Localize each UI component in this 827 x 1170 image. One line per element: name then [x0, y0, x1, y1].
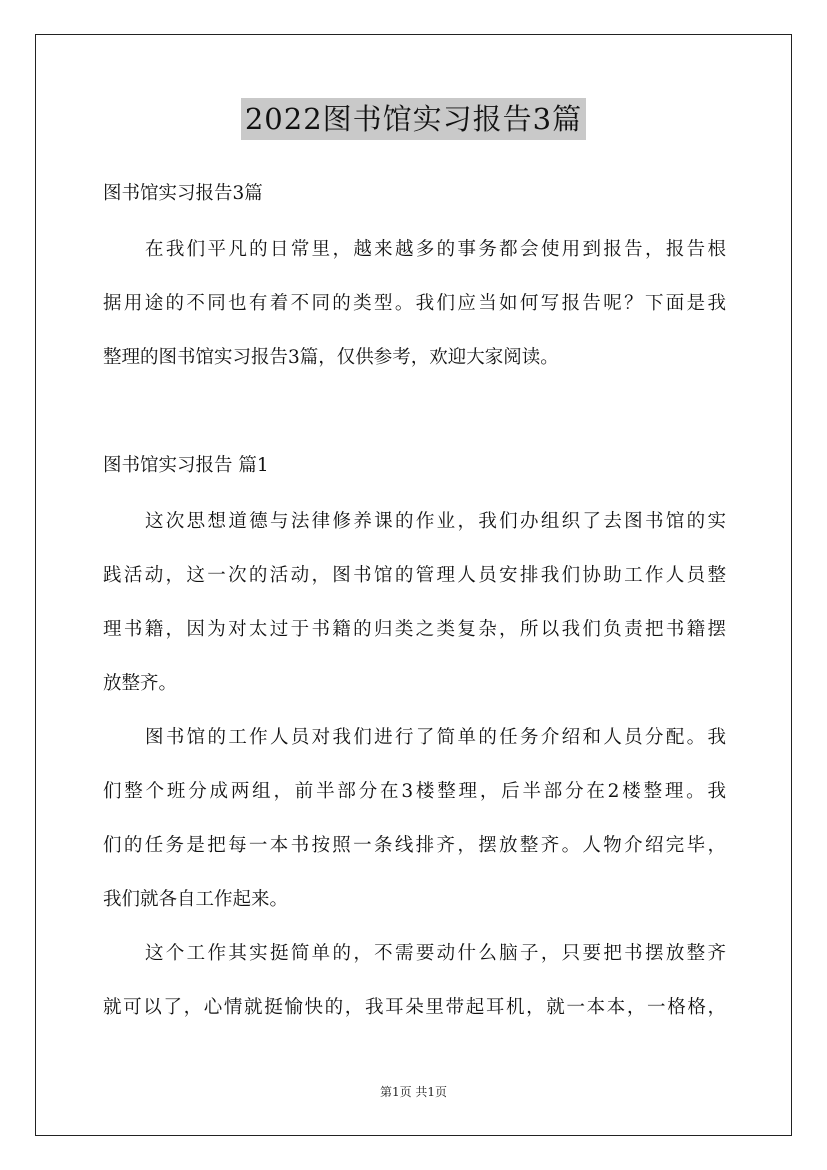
section-line-10: 就可以了，心情就挺愉快的，我耳朵里带起耳机，就一本本，一格格， — [103, 997, 726, 1018]
document-title-text: 2022图书馆实习报告3篇 — [241, 98, 586, 140]
section-line-9: 这个工作其实挺简单的，不需要动什么脑子，只要把书摆放整齐 — [145, 943, 726, 964]
section-line-2: 践活动，这一次的活动，图书馆的管理人员安排我们协助工作人员整 — [103, 565, 726, 586]
intro-line-2: 据用途的不同也有着不同的类型。我们应当如何写报告呢？下面是我 — [103, 293, 726, 314]
section-line-4: 放整齐。 — [103, 673, 178, 694]
section-line-5: 图书馆的工作人员对我们进行了简单的任务介绍和人员分配。我 — [145, 727, 726, 748]
intro-line-1: 在我们平凡的日常里，越来越多的事务都会使用到报告，报告根 — [145, 239, 726, 260]
intro-line-3: 整理的图书馆实习报告3篇，仅供参考，欢迎大家阅读。 — [103, 347, 559, 368]
section-line-6: 们整个班分成两组，前半部分在3楼整理，后半部分在2楼整理。我 — [103, 781, 726, 802]
section-line-3: 理书籍，因为对太过于书籍的归类之类复杂，所以我们负责把书籍摆 — [103, 619, 726, 640]
document-subtitle: 图书馆实习报告3篇 — [103, 183, 263, 204]
section-line-8: 我们就各自工作起来。 — [103, 889, 289, 910]
section-line-7: 们的任务是把每一本书按照一条线排齐，摆放整齐。人物介绍完毕， — [103, 835, 726, 856]
page-footer: 第1页 共1页 — [379, 1085, 448, 1099]
section-heading: 图书馆实习报告 篇1 — [103, 455, 269, 476]
section-line-1: 这次思想道德与法律修养课的作业，我们办组织了去图书馆的实 — [145, 511, 726, 532]
document-title — [0, 98, 827, 140]
